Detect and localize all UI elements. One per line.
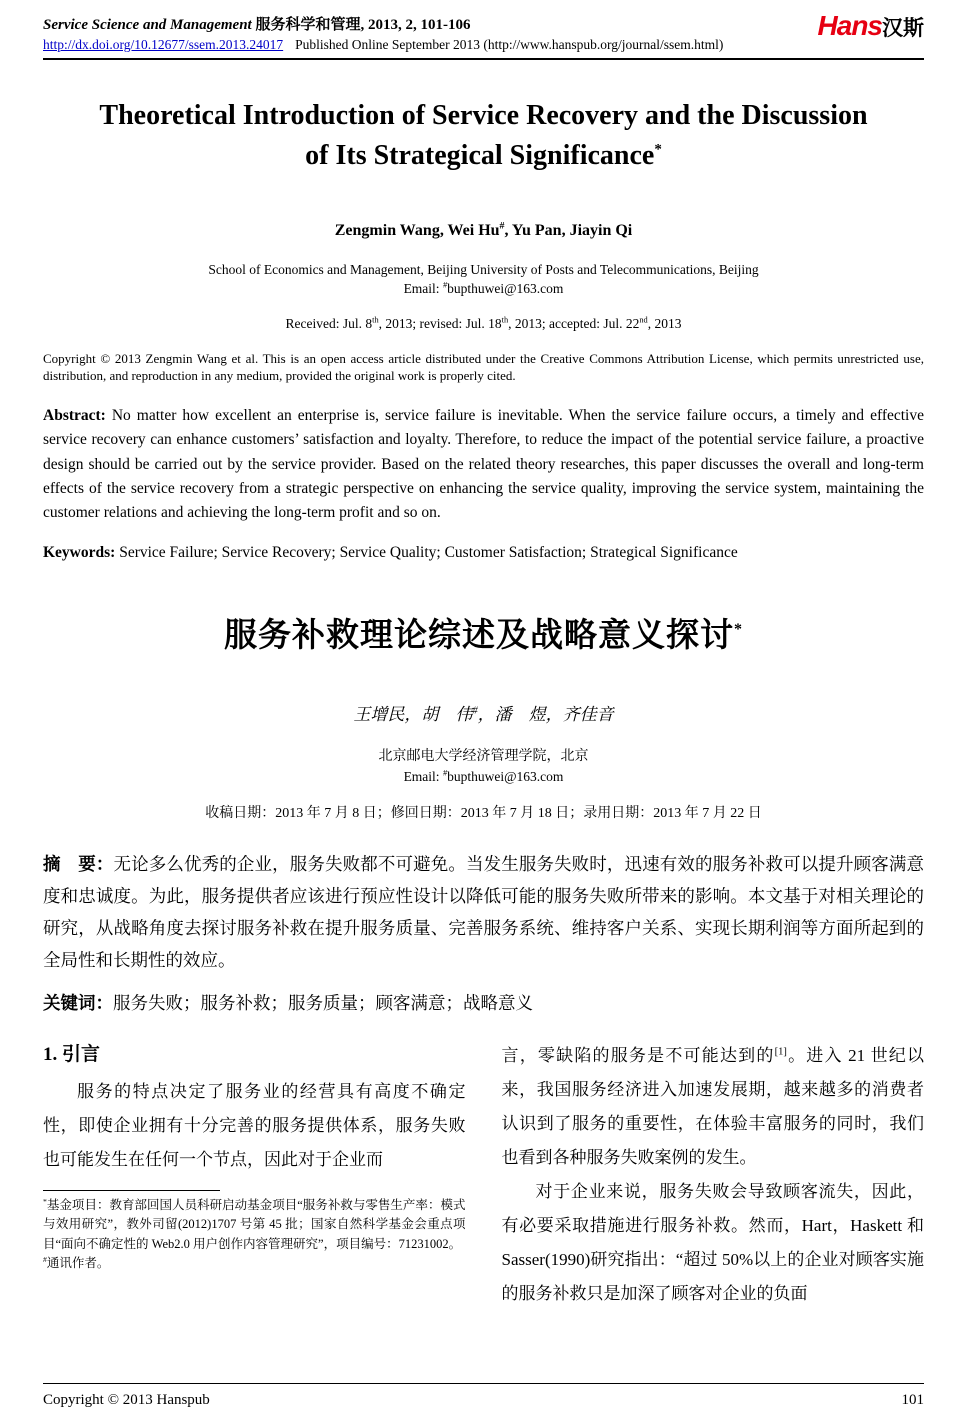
keywords-label: Keywords: [43, 543, 116, 561]
hans-logo-text: Hans [817, 10, 882, 41]
keywords-text: Service Failure; Service Recovery; Service Quality; Customer Satisfaction; Strategical Significance [115, 543, 738, 561]
section-1-paragraph-continuation [502, 1039, 925, 1175]
hans-publisher-logo [818, 10, 924, 40]
journal-header [43, 10, 924, 60]
abstract-zh [43, 848, 924, 976]
header-row [43, 10, 924, 53]
article-title-en [96, 96, 871, 176]
abstract-en [43, 404, 924, 526]
ordinal-sup: th [501, 315, 509, 324]
funding-footnote-text: 基金项目：教育部回国人员科研启动基金项目“服务补救与零售生产率：模式与效用研究”，教外司留(2012)1707 号第 45 批；国家自然科学基金会重点项目“面向不确定性的 Web2.0 用户创作内容管理研究”，项目编号：71231002。 [43, 1198, 466, 1251]
header-left [43, 10, 723, 53]
received-dates-en [43, 316, 924, 332]
citation-ref-1: [1] [774, 1046, 787, 1058]
article-title-en-text: Theoretical Introduction of Service Recovery and the Discussion of Its Strategical Significance [99, 100, 868, 171]
email-label-zh: Email: [403, 769, 443, 785]
footnote-divider [43, 1190, 220, 1191]
keywords-zh-label: 关键词： [43, 993, 113, 1014]
section-1-paragraph-left: 服务的特点决定了服务业的经营具有高度不确定性，即使企业拥有十分完善的服务提供体系，服务失败也可能发生在任何一个节点，因此对于企业而 [43, 1082, 466, 1170]
authors-line-en [43, 222, 924, 240]
body-two-columns [43, 1039, 924, 1311]
received-part: , 2013 [647, 315, 682, 331]
abstract-zh-text: 无论多么优秀的企业，服务失败都不可避免。当发生服务失败时，迅速有效的服务补救可以提升顾客满意度和忠诚度。为此，服务提供者应该进行预应性设计以降低可能的服务失败所带来的影响。本文基于对相关理论的研究，从战略角度去探讨服务补救在提升服务质量、完善服务系统、维持客户关系、实现长期利润等方面所起到的全局性和长期性的效应。 [43, 854, 925, 971]
email-line-zh [43, 769, 924, 785]
received-part: , 2013; accepted: Jul. 22 [508, 315, 640, 331]
corresponding-author-footnote [43, 1254, 466, 1273]
abstract-label: Abstract: [43, 407, 106, 425]
corresponding-footnote-mark: # [43, 1255, 47, 1265]
footnote-block [43, 1190, 466, 1274]
article-title-zh [43, 609, 924, 656]
footer-copyright: Copyright © 2013 Hanspub [43, 1392, 210, 1408]
received-part: Received: Jul. 8 [285, 315, 373, 331]
page-number: 101 [901, 1392, 924, 1408]
published-info: Published Online September 2013 (http://www.hanspub.org/journal/ssem.html) [295, 37, 724, 52]
funding-footnote-mark: * [43, 1196, 47, 1206]
authors-line-zh [43, 700, 924, 725]
affiliation-en: School of Economics and Management, Beijing University of Posts and Telecommunications, Beijing [208, 261, 759, 277]
right-column [502, 1039, 925, 1311]
keywords-en [43, 541, 924, 565]
ordinal-sup: th [372, 315, 379, 324]
email-sup-mark: # [442, 280, 448, 289]
corresponding-author-mark: # [499, 220, 505, 232]
left-column [43, 1039, 466, 1311]
email-line-en [43, 281, 924, 297]
corresponding-footnote-text: 通讯作者。 [46, 1256, 110, 1271]
journal-name-en: Service Science and Management [43, 17, 252, 33]
page-footer [43, 1383, 924, 1409]
copyright-notice: Copyright © 2013 Zengmin Wang et al. This is an open access article distributed under the Creative Commons Attribution License, which permits unrestricted use, distribution, and reproduction in any medium, provided the original work is properly cited. [43, 350, 924, 383]
received-part: , 2013; revised: Jul. 18 [378, 315, 502, 331]
corresponding-author-mark-zh: # [472, 705, 478, 717]
hans-logo-zh-text: 汉斯 [882, 17, 924, 40]
email-label: Email: [403, 280, 443, 296]
received-dates-zh: 收稿日期：2013 年 7 月 8 日；修回日期：2013 年 7 月 18 日；录用日期：2013 年 7 月 22 日 [205, 806, 762, 822]
keywords-zh [43, 990, 924, 1015]
authors-en-part1: Zengmin Wang, Wei Hu [334, 221, 500, 239]
abstract-text: No matter how excellent an enterprise is, service failure is inevitable. When the service failure occurs, a timely and effective service recovery can enhance customers’ satisfaction and loyalty. Therefore, to reduce the impact of the potential service failure, a proactive design should be carried out by the service provider. Based on the related theory researches, this paper discusses the overall and long-term effects of the service recovery from a strategic perspective on enhancing the service quality, improving the service system, maintaining the customer relations and achieving the long-term profit and so on. [43, 407, 924, 522]
authors-zh-part2: ，潘 煜，齐佳音 [477, 705, 614, 725]
ordinal-sup: nd [639, 315, 648, 324]
authors-en-part2: , Yu Pan, Jiayin Qi [504, 221, 633, 239]
paragraph-text: 言，零缺陷的服务是不可能达到的 [501, 1046, 775, 1066]
abstract-zh-label: 摘 要： [43, 854, 114, 875]
doi-line [43, 37, 723, 53]
keywords-zh-text: 服务失败；服务补救；服务质量；顾客满意；战略意义 [113, 993, 533, 1014]
email-address: bupthuwei@163.com [447, 280, 564, 296]
section-1-paragraph-2: 对于企业来说，服务失败会导致顾客流失，因此，有必要采取措施进行服务补救。然而，Hart，Haskett 和 Sasser(1990)研究指出：“超过 50%以上的企业对顾客实施的服务补救只是加深了顾客对企业的负面 [501, 1182, 924, 1304]
affiliation-zh: 北京邮电大学经济管理学院，北京 [378, 749, 589, 765]
funding-footnote [43, 1196, 466, 1254]
section-1-heading: 1. 引言 [43, 1044, 101, 1066]
paragraph-text: 。进入 21 世纪以来，我国服务经济进入加速发展期，越来越多的消费者认识到了服务的重要性，在体验丰富服务的同时，我们也看到各种服务失败案例的发生。 [501, 1046, 925, 1168]
header-divider [43, 58, 924, 60]
email-address-zh: bupthuwei@163.com [447, 769, 564, 785]
article-title-zh-text: 服务补救理论综述及战略意义探讨 [224, 618, 734, 655]
email-sup-mark-zh: # [442, 768, 448, 778]
title-zh-footnote-mark: * [734, 621, 743, 639]
doi-link[interactable]: http://dx.doi.org/10.12677/ssem.2013.24017 [43, 37, 284, 52]
title-footnote-mark: * [654, 141, 662, 158]
journal-title-line [43, 10, 723, 34]
authors-zh-part1: 王增民，胡 伟 [353, 705, 473, 725]
journal-issue-info: 服务科学和管理, 2013, 2, 101-106 [251, 17, 471, 33]
